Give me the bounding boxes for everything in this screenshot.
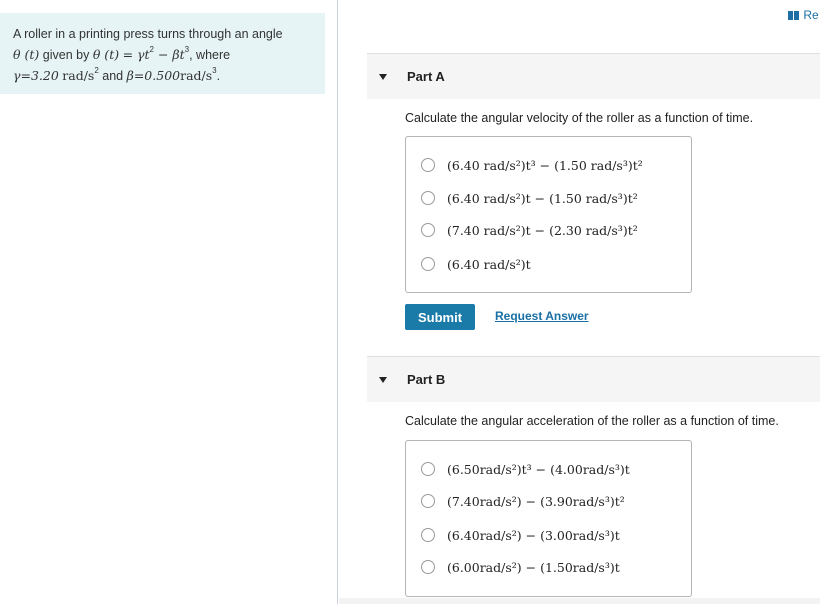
part-a-header[interactable] [367,53,820,99]
option-text: (6.40 rad/s²)t − (1.50 rad/s³)t² [447,190,638,206]
problem-line-2: θ (t) given by θ $(t) = \gamma t^2 - \beta t^3$, where [13,45,231,63]
part-b-label: Part B [407,372,446,387]
part-a-label: Part A [407,69,445,84]
part-b-option[interactable] [421,459,630,479]
problem-line-1: A roller in a printing press turns through an angle [13,27,283,41]
option-text: (6.40rad/s²) − (3.00rad/s³)t [447,527,620,543]
collapse-triangle-icon[interactable] [379,377,387,383]
submit-button[interactable]: Submit [405,304,475,330]
part-b-header[interactable] [367,356,820,402]
collapse-triangle-icon[interactable] [379,74,387,80]
option-text: (7.40rad/s²) − (3.90rad/s³)t² [447,493,625,509]
part-b-question: Calculate the angular acceleration of the roller as a function of time. [405,414,779,428]
radio-button[interactable] [421,158,435,172]
option-text: (6.00rad/s²) − (1.50rad/s³)t [447,559,620,575]
part-b-option[interactable] [421,525,620,545]
part-a-question: Calculate the angular velocity of the roller as a function of time. [405,111,754,125]
radio-button[interactable] [421,257,435,271]
problem-line-3: γ=3.20 rad/$s^2$ and $\beta=0.500rad/s^3$. [13,66,221,84]
radio-button[interactable] [421,191,435,205]
part-b-option[interactable] [421,491,625,511]
part-a-options [405,136,692,293]
radio-button[interactable] [421,494,435,508]
option-text: (6.50rad/s²)t³ − (4.00rad/s³)t [447,461,630,477]
review-link[interactable]: Re [788,8,819,22]
radio-button[interactable] [421,462,435,476]
option-text: (7.40 rad/s²)t − (2.30 rad/s³)t² [447,222,638,238]
radio-button[interactable] [421,560,435,574]
problem-statement [0,13,325,94]
request-answer-link[interactable]: Request Answer [495,309,589,323]
radio-button[interactable] [421,223,435,237]
part-a-option[interactable] [421,155,643,175]
radio-button[interactable] [421,528,435,542]
part-b-option[interactable] [421,557,620,577]
review-icon [788,11,800,20]
option-text: (6.40 rad/s²)t³ − (1.50 rad/s³)t² [447,157,643,173]
bottom-divider [339,598,820,604]
part-b-options [405,440,692,597]
option-text: (6.40 rad/s²)t [447,256,531,272]
part-a-option[interactable] [421,188,638,208]
problem-pane [0,0,338,604]
part-a-option[interactable] [421,254,531,274]
part-a-option[interactable] [421,220,638,240]
